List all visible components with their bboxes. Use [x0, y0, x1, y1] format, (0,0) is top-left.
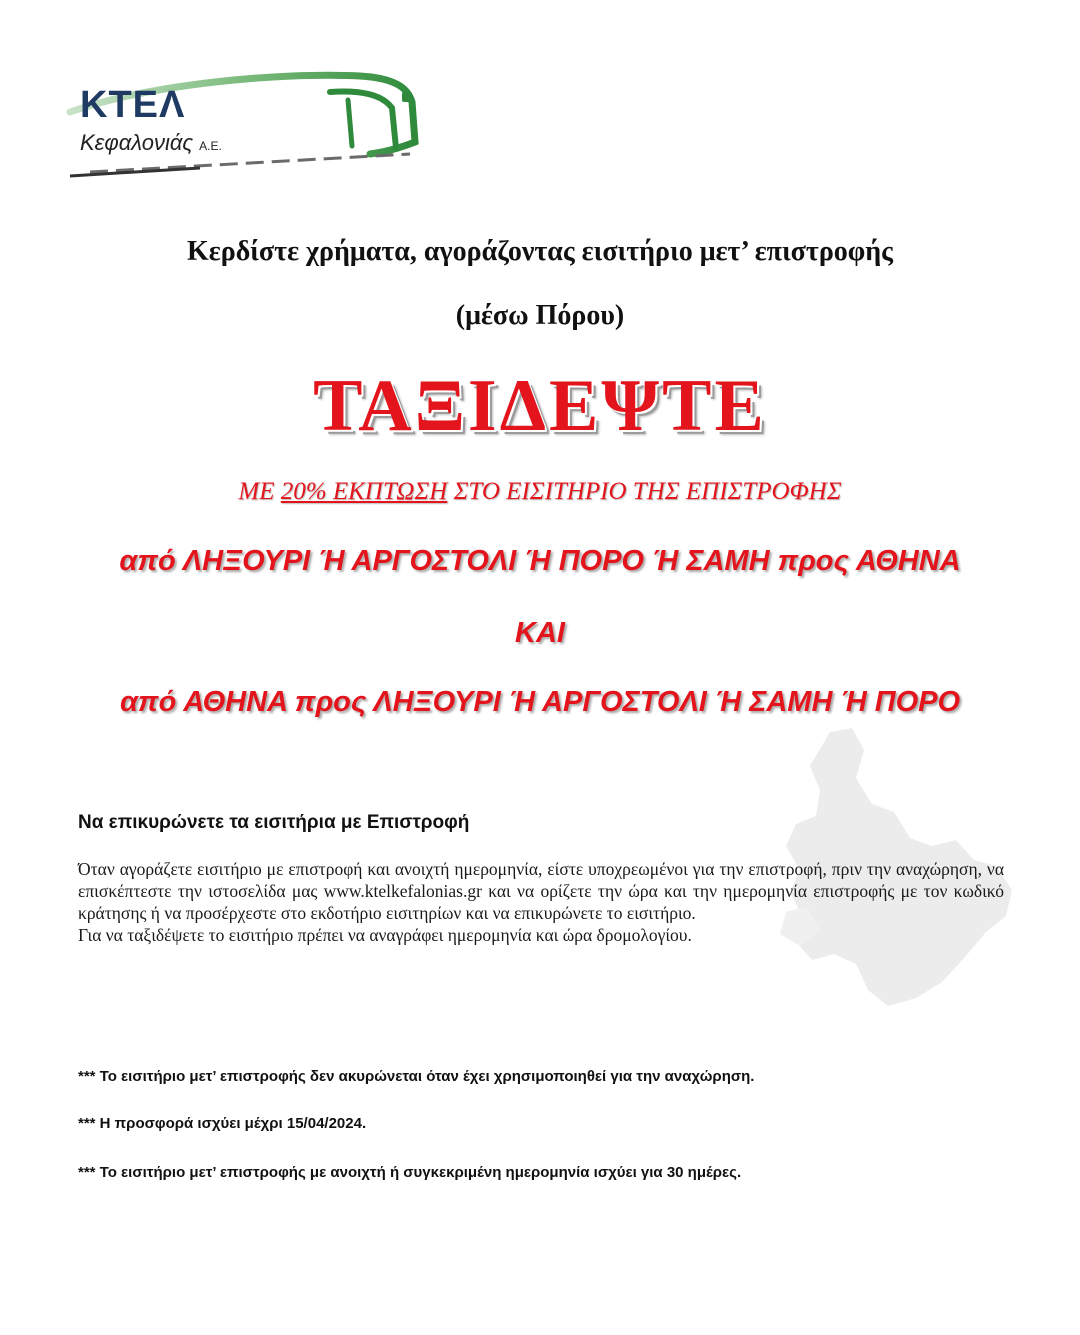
- info-paragraph: [78, 858, 1004, 946]
- discount-prefix: ΜΕ: [238, 478, 281, 505]
- discount-highlight: 20% ΕΚΠΤΩΣΗ: [280, 478, 448, 505]
- note-ticket-validity: *** Το εισιτήριο μετ’ επιστροφής με ανοιχτή ή συγκεκριμένη ημερομηνία ισχύει για 30 ημέρες.: [78, 1164, 742, 1181]
- route-return: από ΑΘΗΝΑ προς ΛΗΞΟΥΡΙ Ή ΑΡΓΟΣΤΟΛΙ Ή ΣΑΜΗ Ή ΠΟΡΟ: [119, 686, 961, 718]
- company-logo: [30, 62, 460, 192]
- bus-logo-graphic: [30, 62, 460, 192]
- route-outbound: από ΛΗΞΟΥΡΙ Ή ΑΡΓΟΣΤΟΛΙ Ή ΠΟΡΟ Ή ΣΑΜΗ προς ΑΘΗΝΑ: [119, 545, 961, 577]
- note-no-cancellation: *** Το εισιτήριο μετ’ επιστροφής δεν ακυρώνεται όταν έχει χρησιμοποιηθεί για την αναχώρηση.: [78, 1068, 755, 1085]
- section-title: Να επικυρώνετε τα εισιτήρια με Επιστροφή: [78, 812, 470, 833]
- headline-line-2: (μέσω Πόρου): [455, 300, 625, 331]
- logo-subtitle: [80, 130, 222, 156]
- discount-suffix: ΣΤΟ ΕΙΣΙΤΗΡΙΟ ΤΗΣ ΕΠΙΣΤΡΟΦΗΣ: [447, 478, 842, 505]
- info-paragraph-2: Για να ταξιδέψετε το εισιτήριο πρέπει να αναγράφει ημερομηνία και ώρα δρομολογίου.: [78, 925, 692, 945]
- logo-title: ΚΤΕΛ: [80, 84, 186, 126]
- discount-line: [0, 478, 1080, 506]
- note-offer-validity: *** Η προσφορά ισχύει μέχρι 15/04/2024.: [78, 1115, 367, 1132]
- logo-subtitle-text: Κεφαλονιάς: [80, 130, 194, 155]
- logo-suffix: Α.Ε.: [199, 139, 222, 153]
- info-paragraph-1: Όταν αγοράζετε εισιτήριο με επιστροφή και ανοιχτή ημερομηνία, είστε υποχρεωμένοι για την επιστροφή, πριν την αναχώρηση, να επισκέπτεστε την ιστοσελίδα μας www.ktelkefalonias.gr και να ορίζετε την ώρα και την ημερομηνία επιστροφής με τον κωδικό κράτησης ή να προσέρχεστε στο εκδοτήριο εισιτηρίων και να επικυρώνετε το εισιτήριο.: [78, 859, 1004, 923]
- route-and: ΚΑΙ: [515, 617, 565, 649]
- headline-line-1: Κερδίστε χρήματα, αγοράζοντας εισιτήριο μετ’ επιστροφής: [186, 236, 893, 267]
- promo-title: ΤΑΞΙΔΕΨΤΕ: [313, 365, 767, 447]
